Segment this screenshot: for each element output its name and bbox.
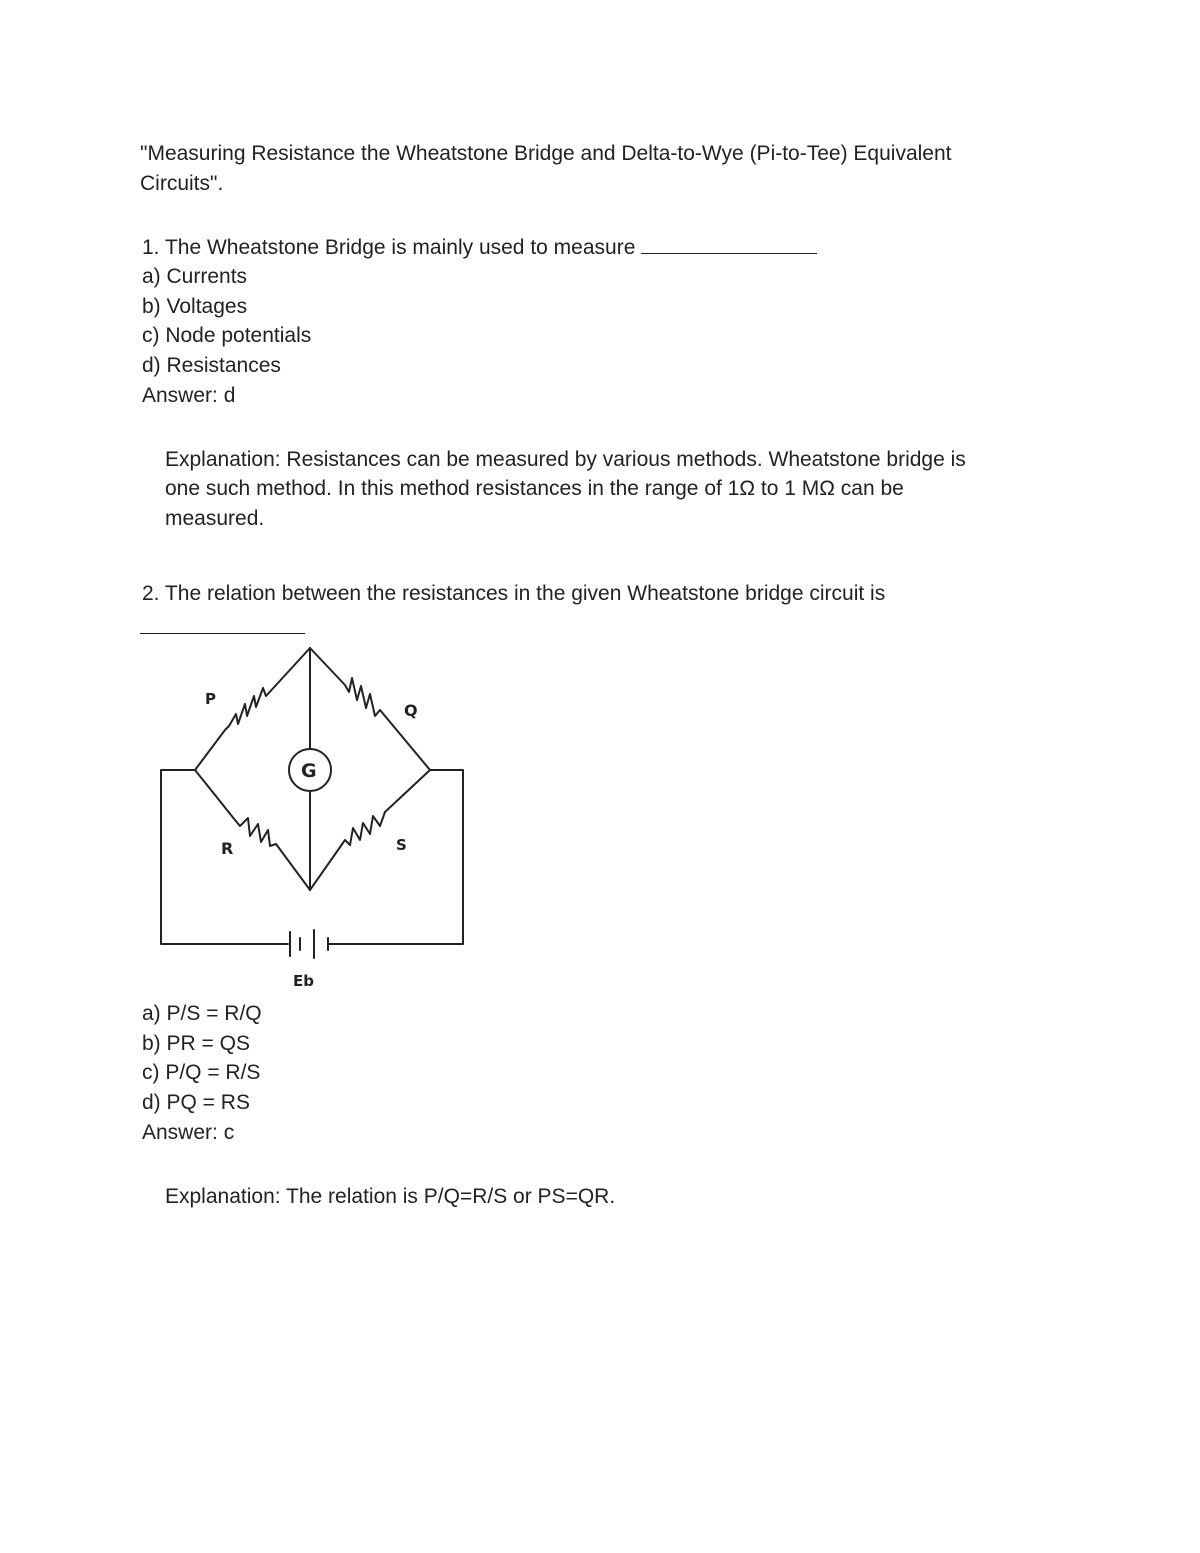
document-title-line-2: Circuits". [140,172,224,195]
question-1-prompt: 1. The Wheatstone Bridge is mainly used to measure [142,236,636,259]
question-2-text: 2. The relation between the resistances in the given Wheatstone bridge circuit is [142,582,886,605]
outer-wire-right [328,770,463,944]
question-1-explanation-line-3: measured. [165,507,265,530]
question-1-option-d: d) Resistances [142,354,281,377]
question-2-option-c: c) P/Q = R/S [142,1061,261,1084]
battery-label: Eb [293,972,314,990]
question-1-option-b: b) Voltages [142,295,248,318]
label-p: P [205,690,216,708]
answer-blank [641,233,817,254]
question-1-explanation-line-1: Explanation: Resistances can be measured by various methods. Wheatstone bridge is [165,448,966,471]
label-s: S [396,836,407,854]
resistor-p [195,648,310,770]
resistor-r [195,770,310,890]
question-1-text [142,233,817,263]
question-2-option-a: a) P/S = R/Q [142,1002,262,1025]
label-r: R [221,839,234,858]
question-1-option-c: c) Node potentials [142,324,312,347]
galvanometer-label: G [301,760,317,782]
wheatstone-bridge-diagram [140,640,480,1000]
question-2-answer: Answer: c [142,1121,235,1144]
question-1-answer: Answer: d [142,384,236,407]
question-1-option-a: a) Currents [142,265,248,288]
answer-blank [140,633,305,634]
document-title-line-1: "Measuring Resistance the Wheatstone Bridge and Delta-to-Wye (Pi-to-Tee) Equivalent [140,142,952,165]
question-2-option-b: b) PR = QS [142,1032,250,1055]
question-2-option-d: d) PQ = RS [142,1091,250,1114]
resistor-s [310,770,430,890]
question-1-explanation-line-2: one such method. In this method resistances in the range of 1Ω to 1 MΩ can be [165,477,904,500]
label-q: Q [404,701,418,720]
question-2-explanation: Explanation: The relation is P/Q=R/S or PS=QR. [165,1185,616,1208]
